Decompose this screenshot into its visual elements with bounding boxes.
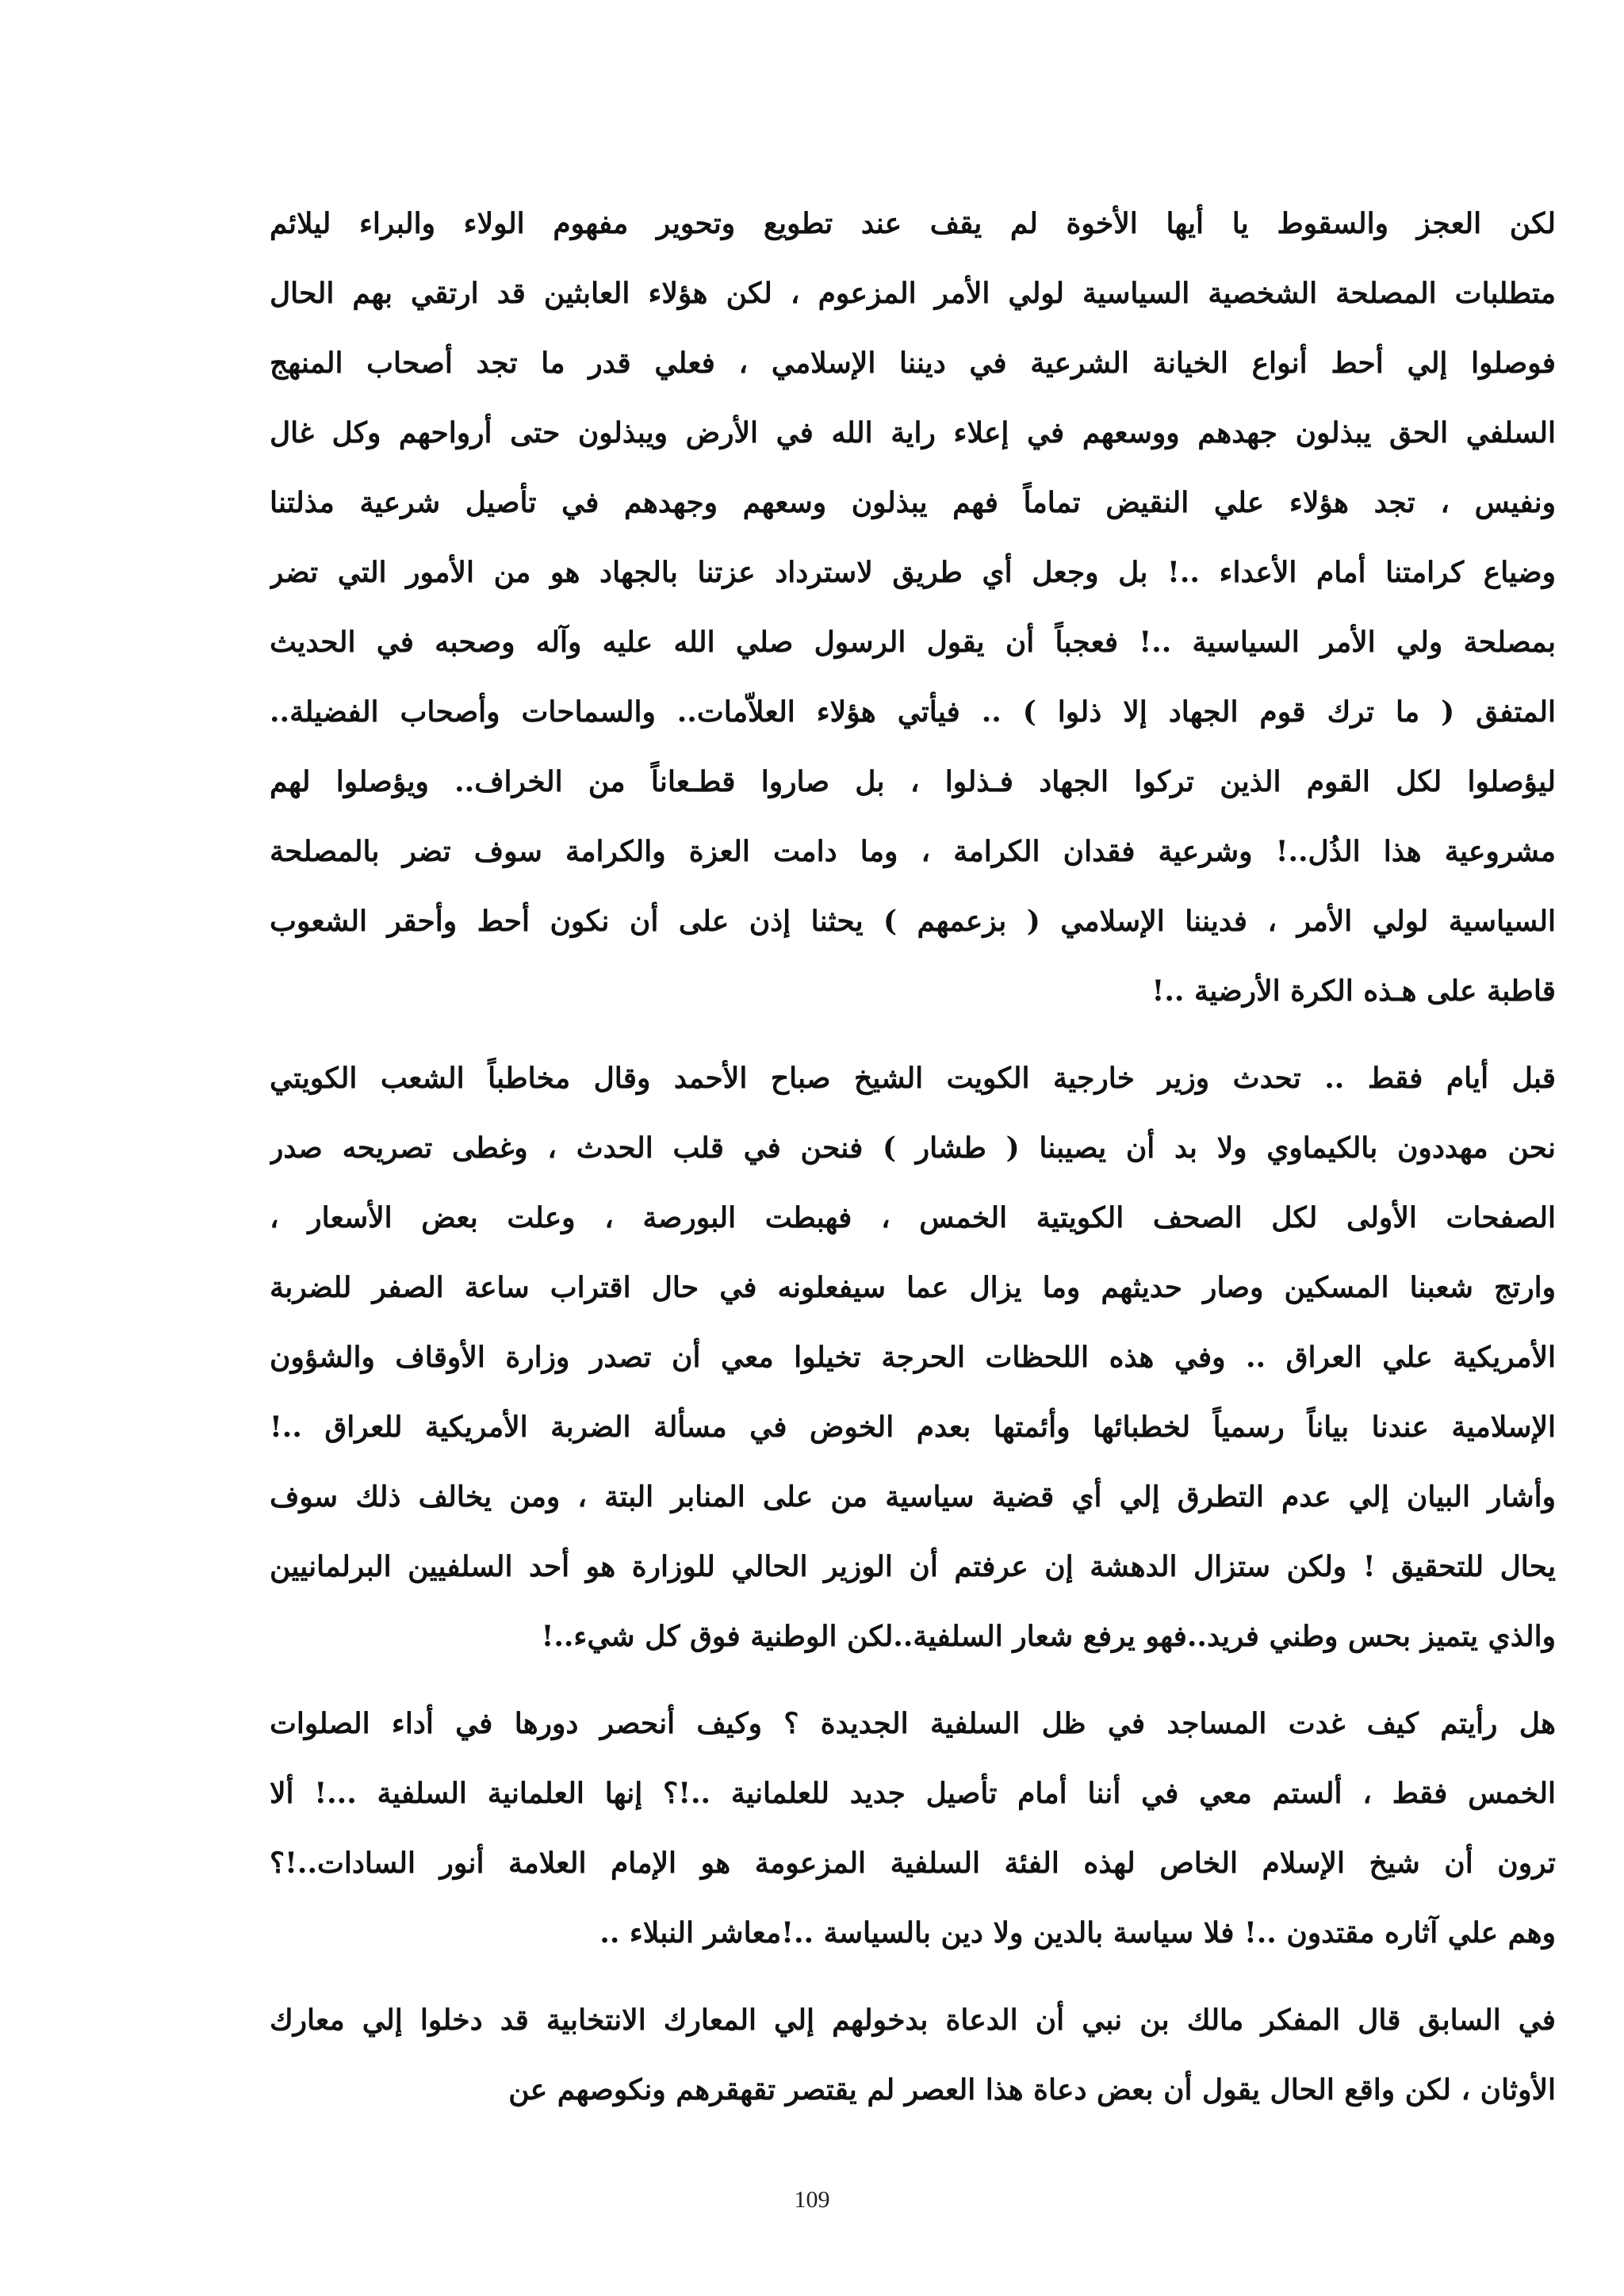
paragraph-1 (270, 189, 1556, 1026)
text-line: والذي يتميز بحس وطني فريد..فهو يرفع شعار السلفية..لكن الوطنية فوق كل شيء..! (541, 1620, 1556, 1653)
text-line: هل رأيتم كيف غدت المساجد في ظل السلفية الجديدة ؟ وكيف أنحصر دورها في أداء الصلوات (270, 1707, 1556, 1740)
text-line: لكن العجز والسقوط يا أيها الأخوة لم يقف عند تطويع وتحوير مفهوم الولاء والبراء ليلائم (270, 207, 1556, 240)
text-line: السلفي الحق يبذلون جهدهم ووسعهم في إعلاء راية الله في الأرض ويبذلون حتى أرواحهم وكل غال (270, 416, 1556, 450)
text-line: ليؤصلوا لكل القوم الذين تركوا الجهاد فـذلوا ، بل صاروا قطـعاناً من الخراف.. ويؤصلوا لهم (270, 765, 1556, 798)
text-line: نحن مهددون بالكيماوي ولا بد أن يصيبنا ( طشار ) فنحن في قلب الحدث ، وغطى تصريحه صدر (270, 1131, 1556, 1165)
text-line: يحال للتحقيق ! ولكن ستزال الدهشة إن عرفتم أن الوزير الحالي للوزارة هو أحد السلفيين البرلمانيين (270, 1550, 1556, 1583)
text-line: الإسلامية عندنا بياناً رسمياً لخطبائها وأئمتها بعدم الخوض في مسألة الضربة الأمريكية للعراق ..! (270, 1410, 1556, 1444)
text-line: قبل أيام فقط .. تحدث وزير خارجية الكويت الشيخ صباح الأحمد وقال مخاطباً الشعب الكويتي (270, 1062, 1556, 1095)
text-line: وضياع كرامتنا أمام الأعداء ..! بل وجعل أي طريق لاسترداد عزتنا بالجهاد هو من الأمور التي تضر (270, 556, 1556, 589)
page-number: 109 (794, 2187, 830, 2213)
text-line: وهم علي آثاره مقتدون ..! فلا سياسة بالدين ولا دين بالسياسة ..!معاشر النبلاء .. (599, 1916, 1556, 1950)
text-line: المتفق ( ما ترك قوم الجهاد إلا ذلوا ) .. فيأتي هؤلاء العلاّمات.. والسماحات وأصحاب الفضيلة.. (270, 695, 1556, 729)
text-line: فوصلوا إلي أحط أنواع الخيانة الشرعية في ديننا الإسلامي ، فعلي قدر ما تجد أصحاب المنهج (270, 346, 1556, 380)
paragraph-3 (270, 1689, 1556, 1968)
text-line: بمصلحة ولي الأمر السياسية ..! فعجباً أن يقول الرسول صلي الله عليه وآله وصحبه في الحديث (270, 626, 1556, 659)
text-line: السياسية لولي الأمر ، فديننا الإسلامي ( بزعمهم ) يحثنا إذن على أن نكون أحط وأحقر الشعوب (270, 905, 1556, 938)
paragraph-2 (270, 1043, 1556, 1671)
text-line: وأشار البيان إلي عدم التطرق إلي أي قضية سياسية من على المنابر البتة ، ومن يخالف ذلك سوف (270, 1480, 1556, 1513)
text-line: في السابق قال المفكر مالك بن نبي أن الدعاة بدخولهم إلي المعارك الانتخابية قد دخلوا إلي معارك (270, 2003, 1556, 2037)
text-line: الصفحات الأولى لكل الصحف الكويتية الخمس ، فهبطت البورصة ، وعلت بعض الأسعار ، (270, 1201, 1556, 1234)
text-line: ترون أن شيخ الإسلام الخاص لهذه الفئة السلفية المزعومة هو الإمام العلامة أنور السادات..!؟ (270, 1846, 1556, 1880)
paragraph-4 (270, 1985, 1556, 2125)
text-line: الخمس فقط ، ألستم معي في أننا أمام تأصيل جديد للعلمانية ..!؟ إنها العلمانية السلفية ...! ألا (270, 1777, 1556, 1810)
text-line: وارتج شعبنا المسكين وصار حديثهم وما يزال عما سيفعلونه في حال اقتراب ساعة الصفر للضربة (270, 1271, 1556, 1304)
text-line: الأوثان ، لكن واقع الحال يقول أن بعض دعاة هذا العصر لم يقتصر تقهقرهم ونكوصهم عن (508, 2073, 1556, 2107)
text-line: متطلبات المصلحة الشخصية السياسية لولي الأمر المزعوم ، لكن هؤلاء العابثين قد ارتقي بهم الحال (270, 277, 1556, 310)
text-line: مشروعية هذا الذُل..! وشرعية فقدان الكرامة ، وما دامت العزة والكرامة سوف تضر بالمصلحة (270, 835, 1556, 868)
text-line: قاطبة على هـذه الكرة الأرضية ..! (1151, 974, 1556, 1008)
text-line: الأمريكية علي العراق .. وفي هذه اللحظات الحرجة تخيلوا معي أن تصدر وزارة الأوقاف والشؤون (270, 1341, 1556, 1374)
text-line: ونفيس ، تجد هؤلاء علي النقيض تماماً فهم يبذلون وسعهم وجهدهم في تأصيل شرعية مذلتنا (270, 486, 1556, 519)
body-text (270, 189, 1556, 2142)
